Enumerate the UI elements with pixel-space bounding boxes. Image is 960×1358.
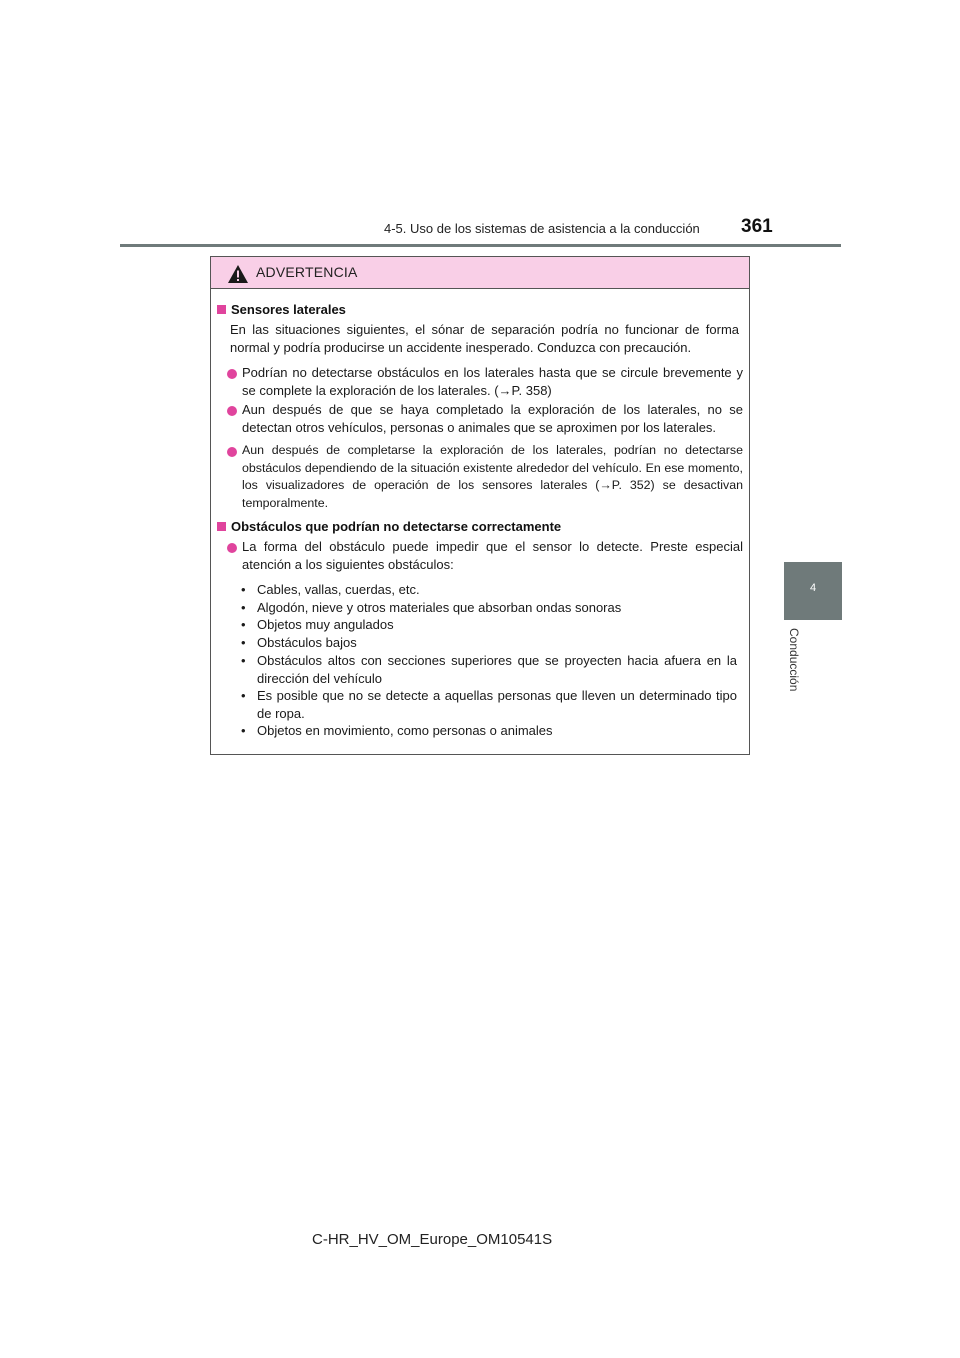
circle-bullet-icon [227, 369, 237, 379]
chapter-tab [784, 562, 842, 620]
warning-header [211, 257, 749, 289]
section-intro: En las situaciones siguientes, el sónar de separación podría no funcionar de forma normal y podría producirse un accidente inesperado. Conduzca con precaución. [230, 322, 739, 355]
chapter-tab-number: 4 [809, 582, 817, 594]
warning-box: ADVERTENCIA Sensores laterales En las situaciones siguientes, el sónar de separación podría no funcionar de forma normal y podría producirse un accidente inesperado. Conduzca con precaución. Podrían no detectarse obstáculos en los laterales hasta que se circule brevemente y se complete la exploración de los laterales. (→P. 358) Aun después de que se haya completado la exploración de los laterales, no se detectan otros vehículos, personas o animales que se aproximen por los laterales. Aun después de completarse la exploración de los laterales, podrían no detectarse obstáculos dependiendo de la situación existente alrededor del vehículo. En ese momento, los visualizadores de operación de los sensores laterales (→P. 352) se desactivan temporalmente. Obstáculos que podrían no detectarse correctamente La forma del obstáculo puede impedir que el sensor lo detecte. Preste especial atención a los siguientes obstáculos: • Cables, vallas, cuerdas, etc. • Algodón, nieve y otros materiales que absorban ondas sonoras • Objetos muy angulados • Obstáculos bajos • Obstáculos altos con secciones superiores que se proyecten hacia afuera en la dirección del vehículo • Es posible que no se detecte a aquellas personas que lleven un determinado tipo de ropa. • Objetos en movimiento, como personas o animales [210, 256, 750, 755]
chapter-label-text: Conducción [787, 628, 801, 692]
circle-bullet-icon [227, 406, 237, 416]
header-rule [120, 244, 841, 247]
circle-bullet-icon [227, 543, 237, 553]
section-heading-obstaculos: Obstáculos que podrían no detectarse correctamente [217, 519, 561, 534]
warning-title: ADVERTENCIA [256, 264, 358, 280]
chapter-tab-label [787, 628, 803, 708]
circle-bullet-icon [227, 447, 237, 457]
header-section-title: 4-5. Uso de los sistemas de asistencia a la conducción [384, 221, 700, 236]
list-item: Aun después de completarse la exploración de los laterales, podrían no detectarse obstáculos dependiendo de la situación existente alrededor del vehículo. En ese momento, los visualizadores de operación de los sensores laterales (→P. 352) se desactivan temporalmente. [242, 443, 743, 510]
square-bullet-icon [217, 305, 226, 314]
warning-triangle-icon [227, 264, 249, 284]
page-number: 361 [741, 216, 773, 237]
footer-doc-code: C-HR_HV_OM_Europe_OM10541S [312, 1231, 553, 1248]
list-item: Aun después de que se haya completado la exploración de los laterales, no se detectan otros vehículos, personas o animales que se aproximen por los laterales. [242, 402, 743, 435]
list-item: La forma del obstáculo puede impedir que el sensor lo detecte. Preste especial atención a los siguientes obstáculos: [242, 539, 743, 572]
list-item: Podrían no detectarse obstáculos en los laterales hasta que se circule brevemente y se complete la exploración de los laterales. (→P. 358) [242, 365, 743, 398]
square-bullet-icon [217, 522, 226, 531]
section-heading-sensores: Sensores laterales [217, 302, 346, 317]
